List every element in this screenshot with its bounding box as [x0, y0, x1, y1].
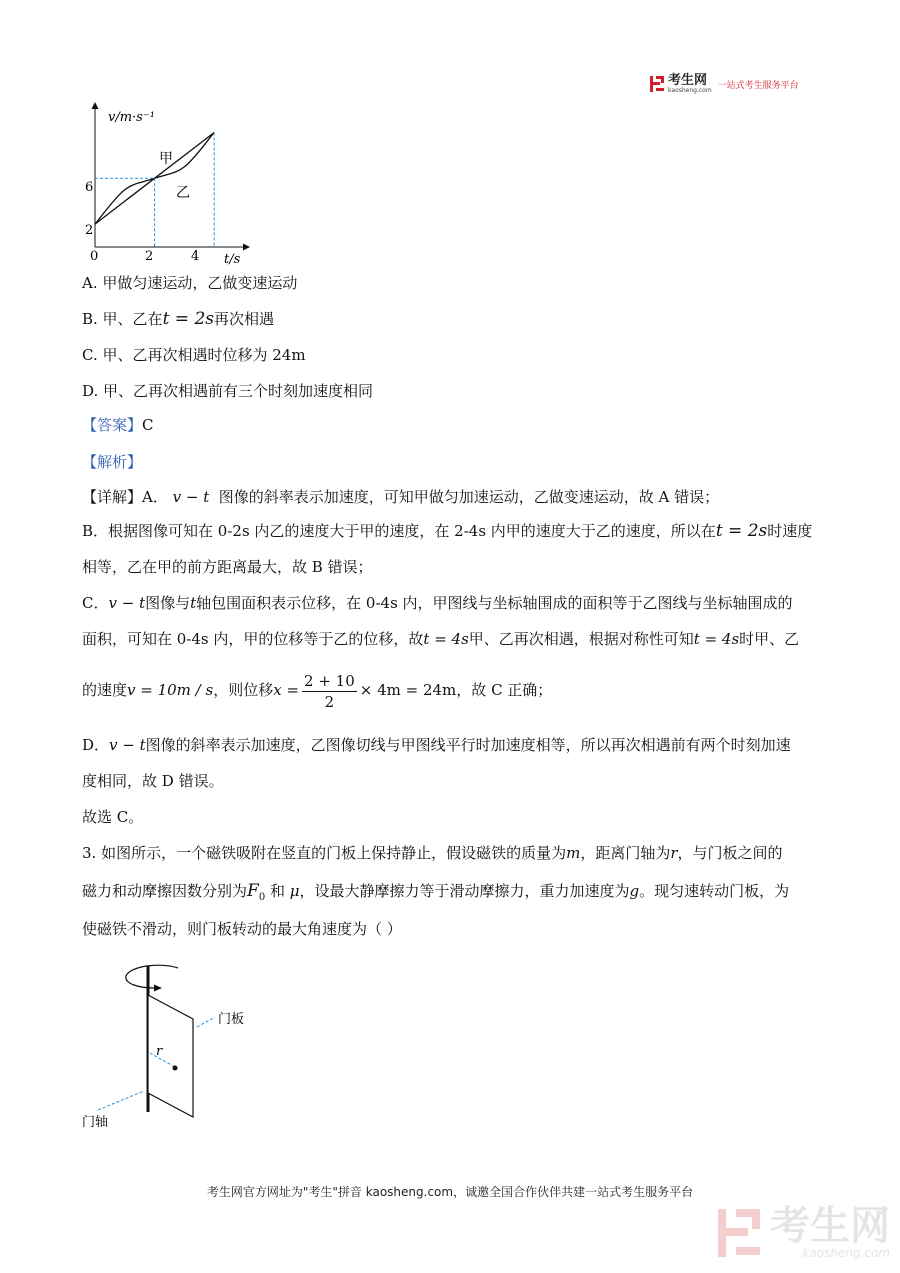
detail-line-7: D．v − t图像的斜率表示加速度，乙图像切线与甲图线平行时加速度相等，所以再次相遇前有两个时刻加速	[82, 736, 791, 754]
axis-label: 门轴	[82, 1115, 109, 1130]
option-b: B. 甲、乙在t = 2s再次相遇	[82, 309, 275, 329]
displacement-fraction: $\frac{2 + 10}{2}$	[304, 671, 355, 711]
option-a: A. 甲做匀速运动，乙做变速运动	[82, 274, 298, 292]
detail-line-2: B．根据图像可知在 0-2s 内乙的速度大于甲的速度，在 2-4s 内甲的速度大于乙的速度，所以在t = 2s时速度	[82, 521, 813, 541]
rotation-arrow-head	[154, 985, 162, 992]
answer-line	[82, 414, 154, 436]
detail-line-8: 度相同，故 D 错误。	[82, 772, 224, 790]
brand-name: 考生网	[668, 72, 708, 88]
curve-label-yi: 乙	[176, 185, 190, 201]
brand-logo-icon	[650, 76, 664, 92]
x-tick-2: 2	[145, 249, 154, 264]
answer-value: C	[142, 416, 154, 434]
q3-line-3: 使磁铁不滑动，则门板转动的最大角速度为（ ）	[82, 920, 402, 938]
x-tick-4: 4	[191, 249, 200, 264]
y-tick-6: 6	[85, 180, 94, 195]
detail-line-1: 【详解】A． v − t 图像的斜率表示加速度，可知甲做匀加速运动，乙做变速运动，故 A 错误；	[82, 488, 720, 506]
answer-label: 【答案】	[82, 416, 143, 434]
door-figure	[78, 960, 278, 1135]
detail-line-5: 面积，可知在 0-4s 内，甲的位移等于乙的位移，故t = 4s甲、乙再次相遇，根据对称性可知t = 4s时甲、乙	[82, 630, 800, 648]
q3-line-2: 磁力和动摩擦因数分别为$F_0$ 和 μ，设最大静摩擦力等于滑动摩擦力，重力加速度为g。现匀速转动门板，为	[82, 881, 790, 903]
curve-label-jia: 甲	[159, 151, 173, 167]
rotation-arrow	[126, 965, 178, 988]
option-d: D. 甲、乙再次相遇前有三个时刻加速度相同	[82, 382, 374, 400]
option-c: C. 甲、乙再次相遇时位移为 24m	[82, 346, 306, 364]
q3-line-1: 3. 如图所示，一个磁铁吸附在竖直的门板上保持静止，假设磁铁的质量为m，距离门轴为r，与门板之间的	[82, 844, 783, 862]
door-label-leader	[197, 1017, 215, 1027]
x-axis-label: t/s	[224, 252, 241, 267]
y-axis-label: v/m·s⁻¹	[108, 110, 155, 125]
detail-line-6: 的速度v = 10m / s，则位移x = $\frac{2 + 10}{2}$ × 4m = 24m，故 C 正确；	[82, 671, 553, 711]
header-logo	[650, 73, 799, 95]
door-label: 门板	[218, 1012, 245, 1027]
analysis-label: 【解析】	[82, 453, 143, 471]
y-axis-arrow	[92, 102, 99, 109]
y-tick-2: 2	[85, 223, 94, 238]
axis-label-leader	[98, 1091, 144, 1110]
x-axis-arrow	[243, 244, 250, 251]
vt-graph	[78, 100, 258, 270]
header-slogan: 一站式考生服务平台	[717, 80, 799, 91]
magnet-dot	[173, 1066, 178, 1071]
detail-line-4: C．v − t图像与t轴包围面积表示位移，在 0-4s 内，甲图线与坐标轴围成的面积等于乙图线与坐标轴围成的	[82, 594, 793, 612]
watermark	[718, 1203, 890, 1260]
r-label: r	[156, 1044, 163, 1059]
detail-line-9: 故选 C。	[82, 808, 144, 826]
footer-text: 考生网官方网址为"考生"拼音 kaosheng.com，诚邀全国合作伙伴共建一站式考生服务平台	[206, 1185, 694, 1199]
watermark-en: kaosheng.com	[802, 1246, 890, 1260]
brand-domain: kaosheng.com	[668, 86, 712, 94]
origin-label: 0	[90, 249, 99, 264]
detail-line-3: 相等，乙在甲的前方距离最大，故 B 错误；	[82, 558, 373, 576]
watermark-cn: 考生网	[770, 1203, 890, 1249]
watermark-logo-icon	[718, 1209, 764, 1257]
